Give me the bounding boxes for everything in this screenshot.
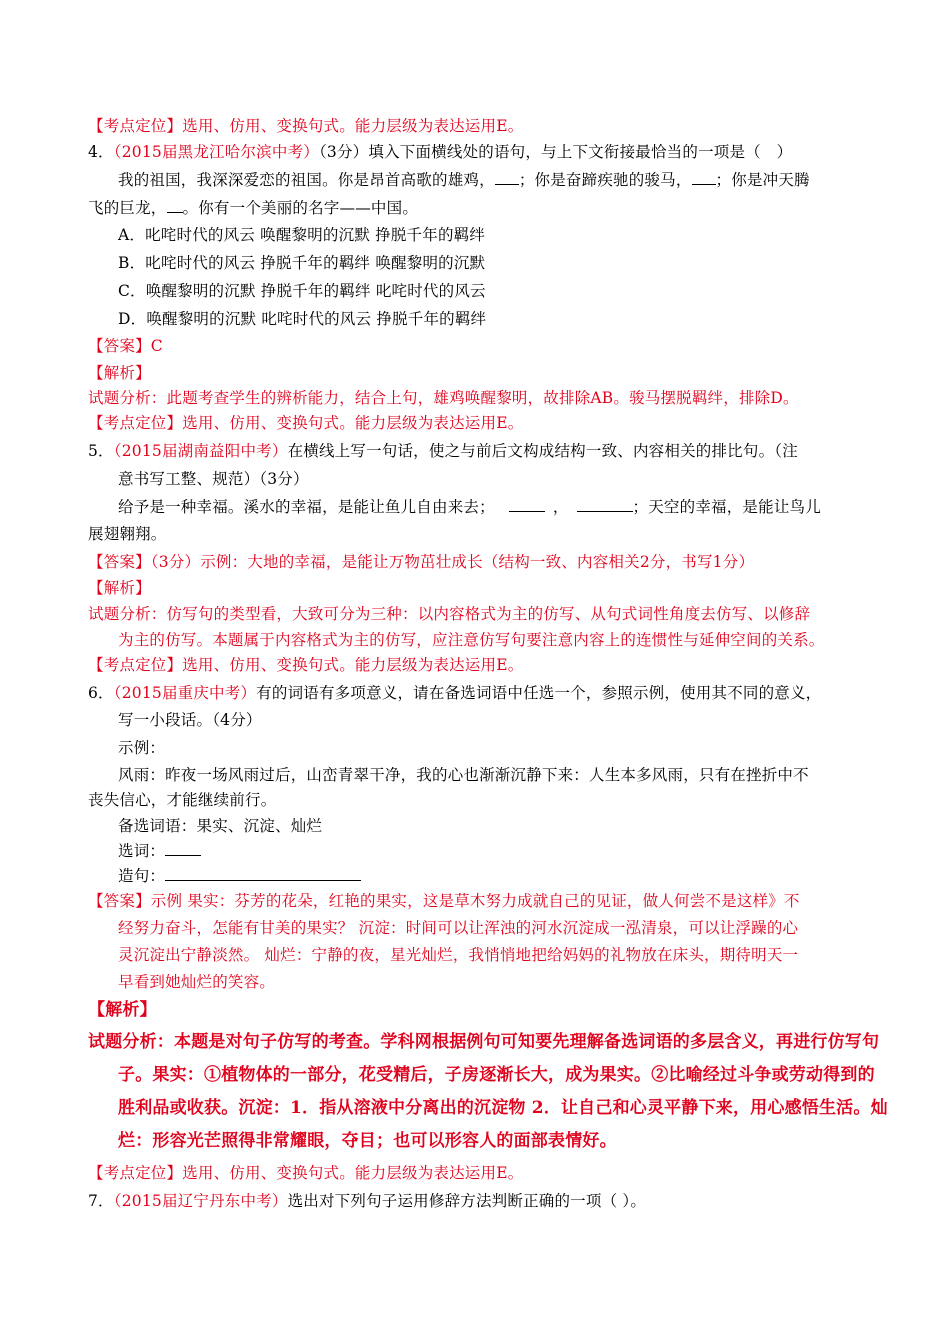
q4-option-b: B．叱咤时代的风云 挣脱千年的羁绊 唤醒黎明的沉默 bbox=[118, 254, 486, 272]
q4-option-a: A．叱咤时代的风云 唤醒黎明的沉默 挣脱千年的羁绊 bbox=[118, 226, 486, 244]
q5-source: （2015届湖南益阳中考） bbox=[113, 442, 288, 460]
q5-kaodian: 【考点定位】选用、仿用、变换句式。能力层级为表达运用E。 bbox=[88, 656, 524, 674]
q6-answer-line-2: 经努力奋斗，怎能有甘美的果实？ 沉淀：时间可以让浑浊的河水沉淀成一泓清泉，可以让浮躁的心 bbox=[118, 919, 799, 937]
q4-kaodian: 【考点定位】选用、仿用、变换句式。能力层级为表达运用E。 bbox=[88, 414, 524, 432]
q4-jiexi-heading: 【解析】 bbox=[88, 364, 151, 382]
q6-source: （2015届重庆中考） bbox=[113, 684, 257, 702]
q4-blank-3 bbox=[167, 198, 183, 213]
q5-passage-line-1: 给予是一种幸福。溪水的幸福，是能让鱼儿自由来去； ， ；天空的幸福，是能让鸟儿 bbox=[118, 498, 821, 516]
q6-answer-line-4: 早看到她灿烂的笑容。 bbox=[118, 973, 276, 991]
q5-stem-line-2: 意书写工整、规范）（3分） bbox=[118, 470, 309, 488]
q4-number: 4． bbox=[88, 143, 114, 161]
q5-stem-line-1: 5．（2015届湖南益阳中考）在横线上写一句话，使之与前后文构成结构一致、内容相关的排比句。（注 bbox=[88, 442, 798, 460]
q6-stem-line-2: 写一小段话。（4分） bbox=[118, 711, 262, 729]
q5-jiexi-heading: 【解析】 bbox=[88, 579, 151, 597]
q4-option-c: C．唤醒黎明的沉默 挣脱千年的羁绊 叱咤时代的风云 bbox=[118, 282, 486, 300]
q5-analysis-line-2: 为主的仿写。本题属于内容格式为主的仿写，应注意仿写句要注意内容上的连惯性与延伸空间的关系。 bbox=[118, 631, 825, 649]
q7-source: （2015届辽宁丹东中考） bbox=[113, 1192, 288, 1210]
q6-candidates: 备选词语：果实、沉淀、灿烂 bbox=[118, 817, 323, 835]
q4-option-d: D．唤醒黎明的沉默 叱咤时代的风云 挣脱千年的羁绊 bbox=[118, 310, 487, 328]
q4-source: （2015届黑龙江哈尔滨中考） bbox=[113, 143, 319, 161]
q7-number: 7． bbox=[88, 1192, 114, 1210]
q6-sentence-line: 造句： bbox=[118, 866, 361, 886]
q6-stem-line-1: 6．（2015届重庆中考）有的词语有多项意义，请在备选词语中任选一个，参照示例，使用其不同的意义， bbox=[88, 684, 822, 702]
q6-analysis-line-1: 试题分析：本题是对句子仿写的考查。学科网根据例句可知要先理解备选词语的多层含义，再进行仿写句 bbox=[88, 1032, 880, 1052]
q6-answer-line-1: 【答案】示例 果实：芬芳的花朵，红艳的果实，这是草木努力成就自己的见证，做人何尝不是这样》不 bbox=[88, 892, 800, 910]
q4-answer: 【答案】C bbox=[88, 337, 163, 355]
q4-passage-line-2: 飞的巨龙， 。你有一个美丽的名字——中国。 bbox=[88, 199, 419, 217]
q6-example-label: 示例： bbox=[118, 739, 166, 757]
q6-pick-line: 选词： bbox=[118, 841, 201, 861]
q7-stem-line: 7．（2015届辽宁丹东中考）选出对下列句子运用修辞方法判断正确的一项（ ）。 bbox=[88, 1192, 647, 1210]
q6-jiexi-heading: 【解析】 bbox=[88, 1000, 157, 1020]
q3-kaodian: 【考点定位】选用、仿用、变换句式。能力层级为表达运用E。 bbox=[88, 117, 524, 135]
q5-blank-1 bbox=[509, 497, 545, 512]
q6-answer-line-3: 灵沉淀出宁静淡然。 灿烂：宁静的夜，星光灿烂，我悄悄地把给妈妈的礼物放在床头，期待明天一 bbox=[118, 946, 799, 964]
q4-analysis: 试题分析：此题考查学生的辨析能力，结合上句，雄鸡唤醒黎明，故排除AB。骏马摆脱羁绊，排除D。 bbox=[88, 389, 799, 407]
q6-analysis-line-2: 子。果实：①植物体的一部分，花受精后，子房逐渐长大，成为果实。②比喻经过斗争或劳动得到的 bbox=[118, 1065, 875, 1085]
q6-number: 6． bbox=[88, 684, 114, 702]
q6-sentence-blank bbox=[165, 866, 361, 881]
q6-analysis-line-3: 胜利品或收获。沉淀：1．指从溶液中分离出的沉淀物 2．让自己和心灵平静下来，用心感悟生活。灿 bbox=[118, 1098, 888, 1118]
q5-answer: 【答案】（3分）示例：大地的幸福，是能让万物茁壮成长（结构一致、内容相关2分，书写1分） bbox=[88, 553, 755, 571]
q5-analysis-line-1: 试题分析：仿写句的类型看，大致可分为三种：以内容格式为主的仿写、从句式词性角度去仿写、以修辞 bbox=[88, 605, 811, 623]
q6-example-line-1: 风雨：昨夜一场风雨过后，山峦青翠干净，我的心也渐渐沉静下来：人生本多风雨，只有在挫折中不 bbox=[118, 766, 809, 784]
q4-passage-line-1: 我的祖国，我深深爱恋的祖国。你是昂首高歌的雄鸡， ；你是奋蹄疾驰的骏马， ；你是冲天腾 bbox=[118, 171, 810, 189]
q5-number: 5． bbox=[88, 442, 114, 460]
q4-stem: （3分）填入下面横线处的语句，与上下文衔接最恰当的一项是（ ） bbox=[318, 143, 793, 161]
q6-example-line-2: 丧失信心，才能继续前行。 bbox=[88, 791, 277, 809]
q5-passage-line-2: 展翅翱翔。 bbox=[88, 525, 167, 543]
q6-kaodian: 【考点定位】选用、仿用、变换句式。能力层级为表达运用E。 bbox=[88, 1164, 524, 1182]
q4-blank-1 bbox=[495, 170, 519, 185]
q6-pick-blank bbox=[165, 841, 201, 856]
q4-stem-line bbox=[88, 142, 792, 162]
q6-analysis-line-4: 烂：形容光芒照得非常耀眼，夺目；也可以形容人的面部表情好。 bbox=[118, 1131, 617, 1151]
q4-blank-2 bbox=[692, 170, 716, 185]
q5-blank-2 bbox=[577, 497, 633, 512]
